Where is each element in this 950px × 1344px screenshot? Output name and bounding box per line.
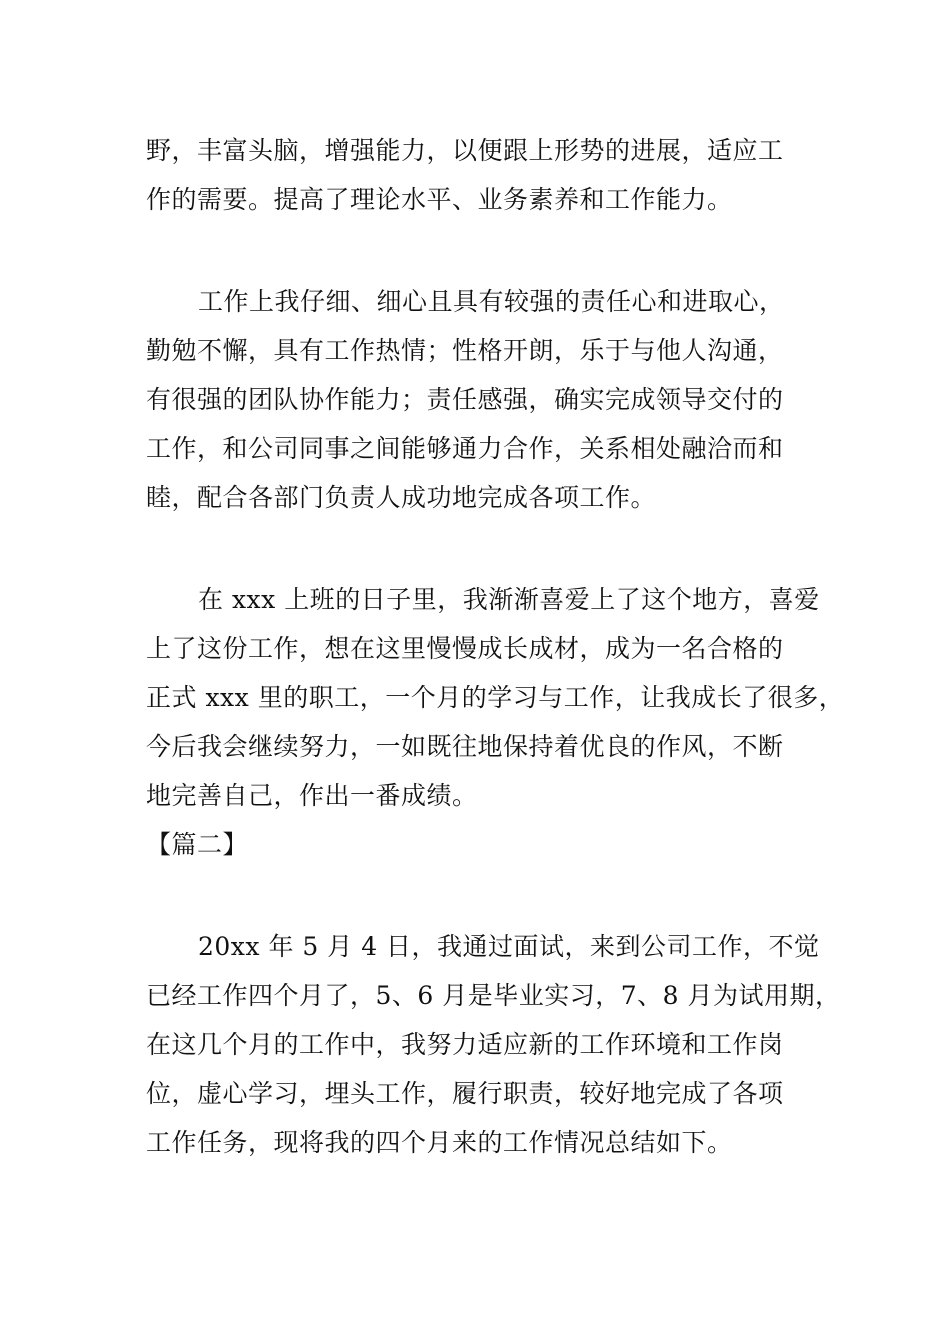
paragraph-line: 工作上我仔细、细心且具有较强的责任心和进取心， [198,287,785,316]
paragraph-line: 作的需要。提高了理论水平、业务素养和工作能力。 [146,185,733,214]
paragraph-line: 上了这份工作，想在这里慢慢成长成材，成为一名合格的 [146,634,784,663]
paragraph-line: 勤勉不懈，具有工作热情；性格开朗，乐于与他人沟通， [146,336,784,365]
section-heading: 【篇二】 [146,830,249,859]
paragraph-line: 工作，和公司同事之间能够通力合作，关系相处融洽而和 [146,434,784,463]
paragraph-line: 正式 xxx 里的职工，一个月的学习与工作，让我成长了很多， [146,683,845,712]
paragraph-line: 位，虚心学习，埋头工作，履行职责，较好地完成了各项 [146,1079,784,1108]
paragraph-line: 在 xxx 上班的日子里，我渐渐喜爱上了这个地方，喜爱 [198,585,820,614]
paragraph-line: 今后我会继续努力，一如既往地保持着优良的作风，不断 [146,732,784,761]
paragraph-line: 睦，配合各部门负责人成功地完成各项工作。 [146,483,657,512]
paragraph-line: 20xx 年 5 月 4 日，我通过面试，来到公司工作，不觉 [198,932,820,961]
paragraph-line: 已经工作四个月了，5、6 月是毕业实习，7、8 月为试用期， [146,981,841,1010]
paragraph-line: 工作任务，现将我的四个月来的工作情况总结如下。 [146,1128,733,1157]
paragraph-line: 野，丰富头脑，增强能力，以便跟上形势的进展，适应工 [146,136,784,165]
paragraph-line: 地完善自己，作出一番成绩。 [146,781,478,810]
paragraph-line: 在这几个月的工作中，我努力适应新的工作环境和工作岗 [146,1030,784,1059]
paragraph-line: 有很强的团队协作能力；责任感强，确实完成领导交付的 [146,385,784,414]
